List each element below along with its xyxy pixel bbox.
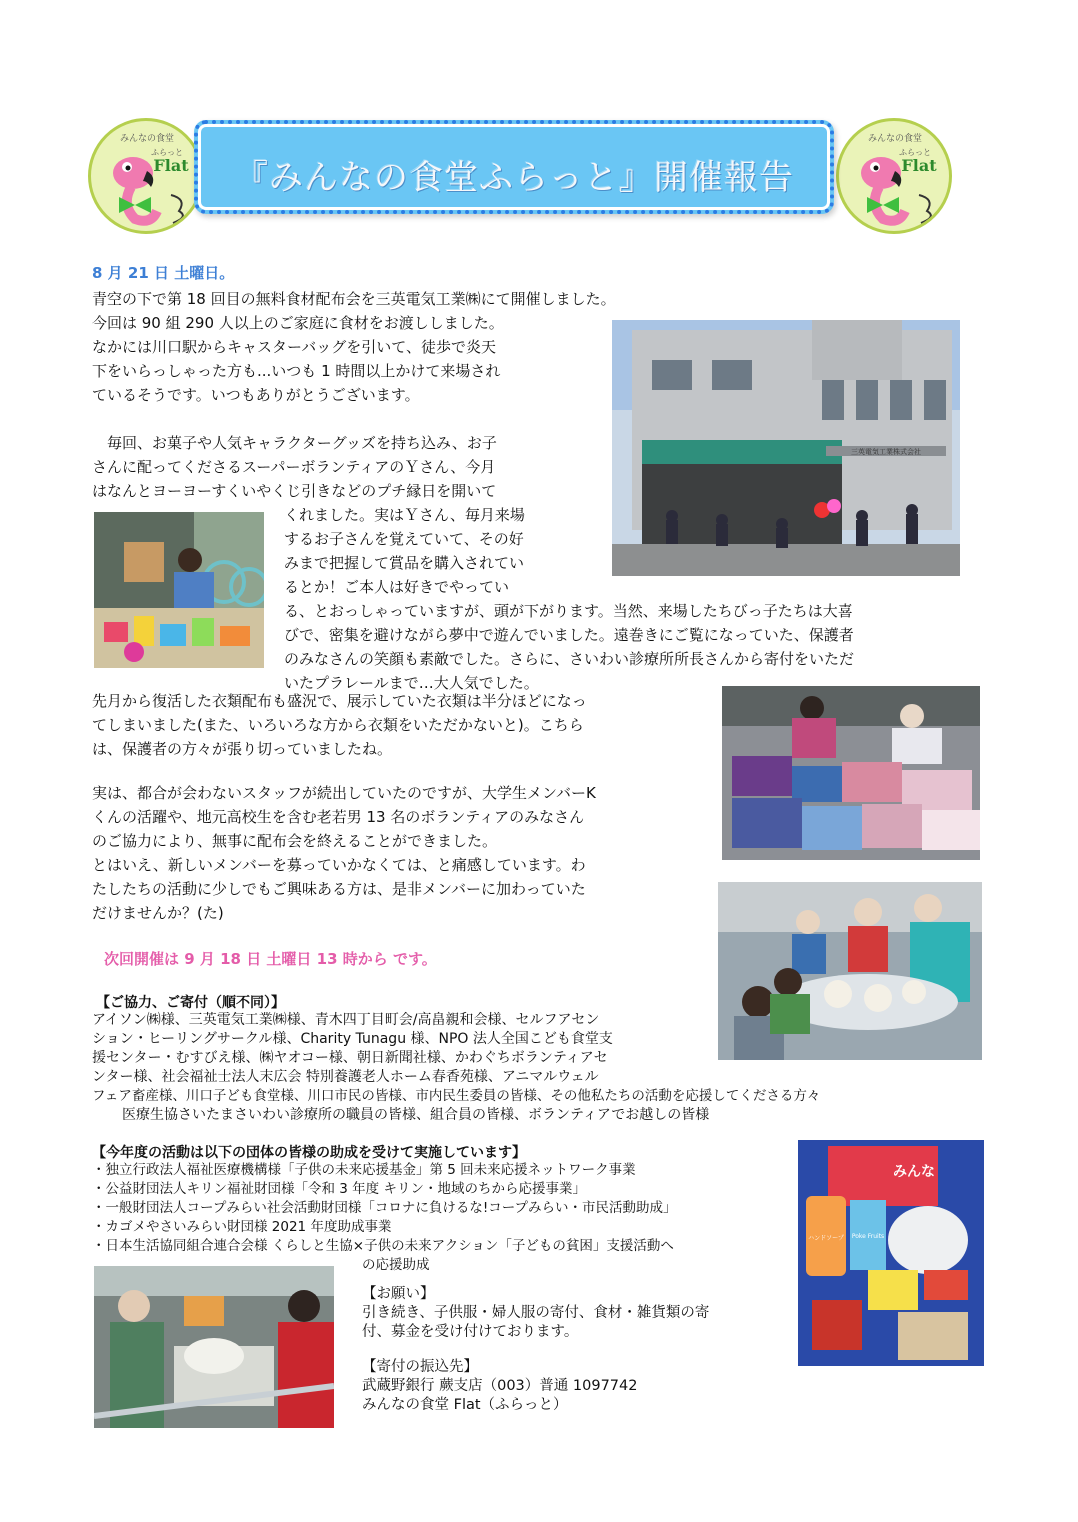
paragraph-2-line: いたプラレールまで…大人気でした。 (284, 674, 539, 692)
snack-donations-photo (798, 1140, 984, 1366)
paragraph-4-line: のご協力により、無事に配布会を終えることができました。 (92, 832, 498, 850)
svg-text:みんなの食堂: みんなの食堂 (867, 134, 923, 144)
bank-account: 武蔵野銀行 蕨支店（003）普通 1097742 (362, 1378, 638, 1394)
flamingo-icon (839, 121, 952, 234)
snack-booth-photo (94, 512, 264, 668)
paragraph-4-line: くんの活躍や、地元高校生を含む老若男 13 名のボランティアのみなさん (92, 808, 585, 826)
paragraph-3-line: てしまいました(また、いろいろな方から衣類をいただかないと)。こちら (92, 716, 584, 734)
paragraph-4-line: 実は、都合が会わないスタッフが続出していたのですが、大学生メンバーK (92, 784, 596, 802)
paragraph-1-line: 今回は 90 組 290 人以上のご家庭に食材をお渡ししました。 (92, 314, 504, 332)
paragraph-2-line: はなんとヨーヨーすくいやくじ引きなどのプチ縁日を開いて (92, 482, 497, 500)
request-line: 付、募金を受け付けております。 (362, 1324, 579, 1340)
svg-text:ふらっと: ふらっと (151, 148, 183, 157)
flamingo-icon (91, 121, 204, 234)
next-event: 次回開催は 9 月 18 日 土曜日 13 時から です。 (104, 950, 437, 968)
report-date: 8 月 21 日 土曜日。 (92, 264, 235, 282)
paragraph-2-line: くれました。実はＹさん、毎月来場 (284, 506, 525, 524)
grant-line: ・公益財団法人キリン福祉財団様「令和 3 年度 キリン・地域のちから応援事業」 (92, 1181, 586, 1197)
donors-heading: 【ご協力、ご寄付（順不同）】 (96, 995, 285, 1011)
svg-text:Flat: Flat (153, 156, 189, 175)
food-distribution-photo (94, 1266, 334, 1428)
grants-heading: 【今年度の活動は以下の団体の皆様の助成を受けて実施しています】 (92, 1145, 526, 1161)
paragraph-4-line: とはいえ、新しいメンバーを募っていかなくては、と痛感しています。わ (92, 856, 586, 874)
snack-label: ハンドソープ (808, 1235, 844, 1242)
paragraph-2-line: 毎回、お菓子や人気キャラクターグッズを持ち込み、お子 (92, 434, 497, 452)
grant-line: ・一般財団法人コープみらい社会活動財団様「コロナに負けるな!コープみらい・市民活動助成」 (92, 1200, 677, 1216)
paragraph-4-line: たしたちの活動に少しでもご興味ある方は、是非メンバーに加わっていた (92, 880, 586, 898)
paragraph-3-line: は、保護者の方々が張り切っていましたね。 (92, 740, 393, 758)
request-line: 引き続き、子供服・婦人服の寄付、食材・雑貨類の寄 (362, 1305, 710, 1321)
flat-logo-right (836, 118, 952, 234)
paragraph-1-line: なかには川口駅からキャスターバッグを引いて、徒歩で炎天 (92, 338, 496, 356)
paragraph-1-line: 青空の下で第 18 回目の無料食材配布会を三英電気工業㈱にて開催しました。 (92, 290, 616, 308)
donor-line: 医療生協さいたまさいわい診療所の職員の皆様、組合員の皆様、ボランティアでお越しの皆様 (122, 1107, 710, 1123)
paragraph-4-line: だけませんか？(た) (92, 904, 224, 922)
paragraph-2-line: る、とおっしゃっていますが、頭が下がります。当然、来場したちびっ子たちは大喜 (284, 602, 853, 620)
paragraph-2-line: のみなさんの笑顔も素敵でした。さらに、さいわい診療所所長さんから寄付をいただ (284, 650, 855, 668)
paragraph-2-line: さんに配ってくださるスーパーボランティアのＹさん、今月 (92, 458, 496, 476)
snack-label: Poke Fruits (851, 1233, 885, 1240)
page-title: 『みんなの食堂ふらっと』開催報告 (234, 158, 794, 198)
flat-logo-left (88, 118, 204, 234)
paragraph-2-line: みまで把握して賞品を購入されてい (284, 554, 525, 572)
paragraph-3-line: 先月から復活した衣類配布も盛況で、展示していた衣類は半分ほどになっ (92, 692, 587, 710)
grant-line: ・日本生活協同組合連合会様 くらしと生協×子供の未来アクション「子どもの貧困」支援活動へ (92, 1238, 674, 1254)
donor-line: ション・ヒーリングサークル様、Charity Tunagu 様、NPO 法人全国こども食堂支 (92, 1031, 613, 1047)
paragraph-2-line: するお子さんを覚えていて、その好 (284, 530, 524, 548)
donor-line: フェア畜産様、川口子ども食堂様、川口市民の皆様、市内民生委員の皆様、その他私たちの活動を応援してくださる方々 (92, 1088, 821, 1104)
svg-text:ふらっと: ふらっと (899, 148, 931, 157)
grant-line: ・カゴメやさいみらい財団様 2021 年度助成事業 (92, 1219, 392, 1235)
clothing-photo (722, 686, 980, 860)
donor-line: 援センター・むすびえ様、㈱ヤオコー様、朝日新聞社様、かわぐちボランティアセ (92, 1050, 608, 1066)
paragraph-1-line: 下をいらっしゃった方も...いつも 1 時間以上かけて来場され (92, 362, 501, 380)
paragraph-2-line: びで、密集を避けながら夢中で遊んでいました。遠巻きにご覧になっていた、保護者 (284, 626, 854, 644)
donor-line: アイソン㈱様、三英電気工業㈱様、青木四丁目町会/高畠親和会様、セルフアセン (92, 1012, 600, 1028)
paragraph-1-line: ているそうです。いつもありがとうございます。 (92, 386, 420, 404)
request-heading: 【お願い】 (362, 1286, 435, 1302)
donor-line: ンター様、社会福祉士法人末広会 特別養護老人ホーム春香苑様、アニマルウェル (92, 1069, 599, 1085)
svg-text:Flat: Flat (901, 156, 937, 175)
bank-heading: 【寄付の振込先】 (362, 1359, 478, 1375)
paragraph-2-line: るとか！ご本人は好きでやってい (284, 578, 510, 596)
volunteers-photo (718, 882, 982, 1060)
building-sign: 三英電気工業株式会社 (851, 448, 921, 456)
grant-line: の応援助成 (362, 1257, 430, 1273)
svg-text:みんなの食堂: みんなの食堂 (119, 134, 175, 144)
grant-line: ・独立行政法人福祉医療機構様「子供の未来応援基金」第 5 回未来応援ネットワーク事業 (92, 1162, 636, 1178)
bank-holder: みんなの食堂 Flat（ふらっと） (362, 1397, 568, 1413)
title-banner (194, 120, 834, 214)
building-photo (612, 320, 960, 576)
snack-label: みんな (893, 1164, 935, 1180)
